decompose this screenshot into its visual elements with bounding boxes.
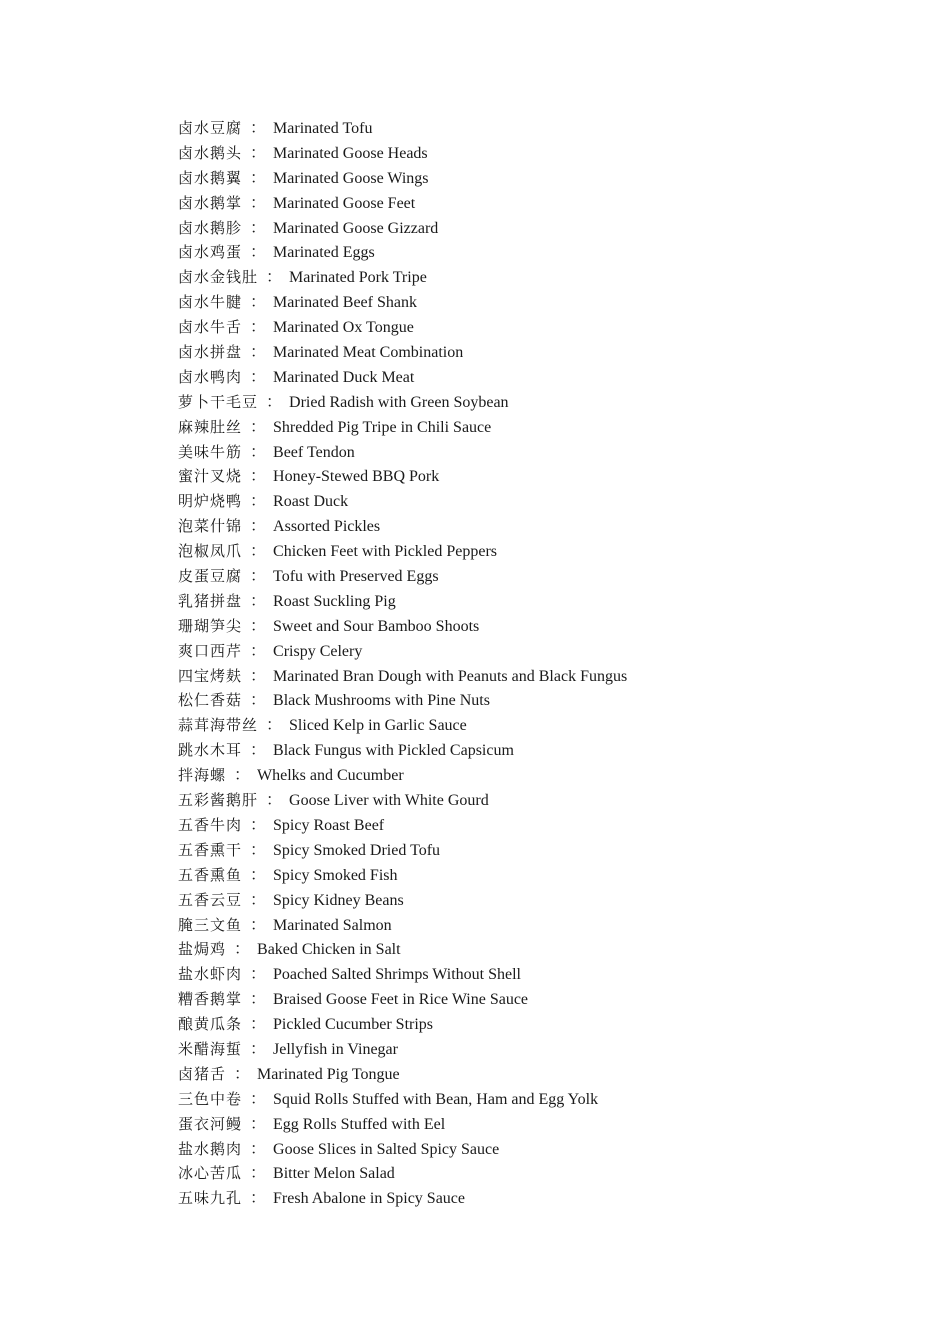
menu-item bbox=[178, 664, 627, 689]
menu-item bbox=[178, 240, 627, 265]
dish-name-chinese: 卤水豆腐 bbox=[178, 119, 243, 137]
menu-item bbox=[178, 688, 627, 713]
separator-colon: ： bbox=[250, 1140, 267, 1158]
dish-name-chinese: 五香熏干 bbox=[178, 840, 243, 859]
menu-item bbox=[178, 1186, 627, 1211]
dish-name-english: Marinated Pork Tripe bbox=[289, 269, 427, 287]
menu-item bbox=[178, 913, 627, 938]
separator-colon: ： bbox=[250, 219, 267, 237]
menu-list bbox=[178, 116, 627, 1211]
menu-item bbox=[178, 937, 627, 962]
menu-item bbox=[178, 290, 627, 315]
dish-name-chinese: 美味牛筋 bbox=[178, 442, 243, 461]
dish-name-english: Pickled Cucumber Strips bbox=[273, 1016, 434, 1034]
dish-name-english: Dried Radish with Green Soybean bbox=[289, 393, 509, 411]
dish-name-chinese: 皮蛋豆腐 bbox=[178, 567, 243, 586]
dish-name-chinese: 卤水鹅头 bbox=[178, 143, 243, 162]
menu-item bbox=[178, 390, 627, 415]
separator-colon: ： bbox=[250, 916, 267, 934]
separator-colon: ： bbox=[250, 1190, 267, 1208]
dish-name-chinese: 卤水牛舌 bbox=[178, 318, 243, 337]
dish-name-chinese: 五味九孔 bbox=[178, 1189, 243, 1208]
dish-name-english: Roast Suckling Pig bbox=[273, 592, 396, 610]
separator-colon: ： bbox=[250, 169, 267, 187]
separator-colon: ： bbox=[250, 642, 267, 660]
separator-colon: ： bbox=[266, 717, 283, 735]
menu-item bbox=[178, 788, 627, 813]
menu-item bbox=[178, 265, 627, 290]
dish-name-chinese: 五香熏鱼 bbox=[178, 865, 243, 884]
dish-name-chinese: 卤水鹅掌 bbox=[178, 193, 243, 212]
dish-name-chinese: 爽口西芹 bbox=[178, 641, 243, 660]
dish-name-english: Bitter Melon Salad bbox=[273, 1165, 395, 1183]
dish-name-english: Egg Rolls Stuffed with Eel bbox=[273, 1115, 446, 1133]
separator-colon: ： bbox=[234, 1065, 251, 1083]
separator-colon: ： bbox=[250, 319, 267, 337]
separator-colon: ： bbox=[250, 991, 267, 1009]
menu-item bbox=[178, 589, 627, 614]
menu-item bbox=[178, 191, 627, 216]
dish-name-english: Whelks and Cucumber bbox=[257, 767, 404, 785]
dish-name-chinese: 明炉烧鸭 bbox=[178, 492, 243, 511]
menu-item bbox=[178, 141, 627, 166]
separator-colon: ： bbox=[250, 418, 267, 436]
dish-name-chinese: 米醋海蜇 bbox=[178, 1039, 243, 1058]
separator-colon: ： bbox=[250, 344, 267, 362]
dish-name-english: Sliced Kelp in Garlic Sauce bbox=[289, 717, 467, 735]
dish-name-chinese: 酿黄瓜条 bbox=[178, 1015, 243, 1034]
dish-name-english: Marinated Pig Tongue bbox=[257, 1065, 400, 1083]
separator-colon: ： bbox=[250, 468, 267, 486]
dish-name-chinese: 拌海螺 bbox=[178, 766, 227, 785]
dish-name-english: Fresh Abalone in Spicy Sauce bbox=[273, 1190, 465, 1208]
menu-item bbox=[178, 315, 627, 340]
separator-colon: ： bbox=[250, 816, 267, 834]
separator-colon: ： bbox=[250, 194, 267, 212]
dish-name-chinese: 糟香鹅掌 bbox=[178, 990, 243, 1009]
dish-name-english: Braised Goose Feet in Rice Wine Sauce bbox=[273, 991, 529, 1009]
dish-name-english: Marinated Salmon bbox=[273, 916, 392, 934]
menu-item bbox=[178, 962, 627, 987]
separator-colon: ： bbox=[266, 269, 283, 287]
dish-name-english: Spicy Smoked Dried Tofu bbox=[273, 841, 441, 859]
dish-name-chinese: 跳水木耳 bbox=[178, 741, 243, 760]
dish-name-chinese: 卤水鸡蛋 bbox=[178, 243, 243, 262]
menu-item bbox=[178, 1037, 627, 1062]
menu-item bbox=[178, 639, 627, 664]
separator-colon: ： bbox=[250, 518, 267, 536]
dish-name-chinese: 卤猪舌 bbox=[178, 1064, 227, 1083]
dish-name-chinese: 泡椒凤爪 bbox=[178, 542, 243, 561]
separator-colon: ： bbox=[250, 841, 267, 859]
dish-name-chinese: 冰心苦瓜 bbox=[178, 1164, 243, 1183]
dish-name-english: Baked Chicken in Salt bbox=[257, 941, 401, 959]
dish-name-english: Chicken Feet with Pickled Peppers bbox=[273, 543, 497, 561]
menu-item bbox=[178, 1087, 627, 1112]
menu-item bbox=[178, 1062, 627, 1087]
menu-item bbox=[178, 738, 627, 763]
menu-item bbox=[178, 365, 627, 390]
separator-colon: ： bbox=[250, 1016, 267, 1034]
separator-colon: ： bbox=[250, 120, 267, 137]
separator-colon: ： bbox=[250, 493, 267, 511]
dish-name-english: Black Fungus with Pickled Capsicum bbox=[273, 742, 514, 760]
separator-colon: ： bbox=[250, 866, 267, 884]
separator-colon: ： bbox=[250, 891, 267, 909]
separator-colon: ： bbox=[250, 1115, 267, 1133]
menu-item bbox=[178, 888, 627, 913]
separator-colon: ： bbox=[250, 543, 267, 561]
dish-name-english: Marinated Goose Gizzard bbox=[273, 219, 439, 237]
dish-name-english: Jellyfish in Vinegar bbox=[273, 1040, 398, 1058]
dish-name-chinese: 卤水牛腱 bbox=[178, 293, 243, 312]
dish-name-english: Marinated Bran Dough with Peanuts and Black Fungus bbox=[273, 667, 628, 685]
menu-item bbox=[178, 216, 627, 241]
separator-colon: ： bbox=[250, 592, 267, 610]
dish-name-chinese: 盐焗鸡 bbox=[178, 940, 227, 959]
separator-colon: ： bbox=[250, 294, 267, 312]
dish-name-english: Marinated Tofu bbox=[273, 120, 373, 137]
dish-name-chinese: 泡菜什锦 bbox=[178, 517, 243, 536]
menu-item bbox=[178, 813, 627, 838]
dish-name-chinese: 卤水鹅翼 bbox=[178, 168, 243, 187]
dish-name-chinese: 蜜汁叉烧 bbox=[178, 467, 243, 486]
menu-item bbox=[178, 415, 627, 440]
dish-name-english: Tofu with Preserved Eggs bbox=[273, 568, 439, 586]
dish-name-english: Poached Salted Shrimps Without Shell bbox=[273, 966, 521, 984]
menu-item bbox=[178, 1112, 627, 1137]
separator-colon: ： bbox=[250, 368, 267, 386]
dish-name-chinese: 蒜茸海带丝 bbox=[178, 716, 259, 735]
dish-name-chinese: 三色中卷 bbox=[178, 1089, 243, 1108]
separator-colon: ： bbox=[250, 667, 267, 685]
dish-name-english: Beef Tendon bbox=[273, 443, 355, 461]
dish-name-english: Assorted Pickles bbox=[273, 518, 381, 536]
menu-item bbox=[178, 1137, 627, 1162]
dish-name-chinese: 盐水鹅肉 bbox=[178, 1139, 243, 1158]
menu-item bbox=[178, 564, 627, 589]
dish-name-english: Spicy Roast Beef bbox=[273, 816, 385, 834]
dish-name-chinese: 珊瑚笋尖 bbox=[178, 616, 243, 635]
dish-name-chinese: 卤水鹅胗 bbox=[178, 218, 243, 237]
menu-item bbox=[178, 166, 627, 191]
separator-colon: ： bbox=[250, 1090, 267, 1108]
dish-name-chinese: 蛋衣河鳗 bbox=[178, 1114, 243, 1133]
menu-item bbox=[178, 1161, 627, 1186]
menu-item bbox=[178, 539, 627, 564]
separator-colon: ： bbox=[250, 568, 267, 586]
menu-item bbox=[178, 987, 627, 1012]
dish-name-chinese: 乳猪拼盘 bbox=[178, 591, 243, 610]
dish-name-english: Squid Rolls Stuffed with Bean, Ham and Egg Yolk bbox=[273, 1090, 599, 1108]
dish-name-english: Spicy Smoked Fish bbox=[273, 866, 398, 884]
dish-name-english: Sweet and Sour Bamboo Shoots bbox=[273, 617, 480, 635]
menu-item bbox=[178, 116, 627, 141]
separator-colon: ： bbox=[234, 767, 251, 785]
dish-name-english: Roast Duck bbox=[273, 493, 349, 511]
dish-name-chinese: 盐水虾肉 bbox=[178, 965, 243, 984]
menu-item bbox=[178, 863, 627, 888]
dish-name-english: Marinated Goose Feet bbox=[273, 194, 416, 212]
separator-colon: ： bbox=[266, 393, 283, 411]
dish-name-chinese: 卤水金钱肚 bbox=[178, 268, 259, 287]
dish-name-chinese: 腌三文鱼 bbox=[178, 915, 243, 934]
dish-name-english: Marinated Meat Combination bbox=[273, 344, 464, 362]
separator-colon: ： bbox=[250, 617, 267, 635]
menu-item bbox=[178, 489, 627, 514]
dish-name-english: Marinated Eggs bbox=[273, 244, 375, 262]
dish-name-chinese: 萝卜干毛豆 bbox=[178, 392, 259, 411]
dish-name-english: Honey-Stewed BBQ Pork bbox=[273, 468, 440, 486]
menu-item bbox=[178, 1012, 627, 1037]
dish-name-english: Shredded Pig Tripe in Chili Sauce bbox=[273, 418, 492, 436]
separator-colon: ： bbox=[234, 941, 251, 959]
dish-name-english: Spicy Kidney Beans bbox=[273, 891, 404, 909]
separator-colon: ： bbox=[250, 144, 267, 162]
separator-colon: ： bbox=[250, 244, 267, 262]
dish-name-chinese: 松仁香菇 bbox=[178, 691, 243, 710]
separator-colon: ： bbox=[266, 792, 283, 810]
dish-name-english: Marinated Goose Wings bbox=[273, 169, 429, 187]
menu-item bbox=[178, 713, 627, 738]
dish-name-chinese: 四宝烤麸 bbox=[178, 666, 243, 685]
menu-item bbox=[178, 614, 627, 639]
dish-name-chinese: 五彩酱鹅肝 bbox=[178, 791, 259, 810]
separator-colon: ： bbox=[250, 443, 267, 461]
menu-item bbox=[178, 838, 627, 863]
separator-colon: ： bbox=[250, 1165, 267, 1183]
dish-name-chinese: 五香牛肉 bbox=[178, 815, 243, 834]
separator-colon: ： bbox=[250, 742, 267, 760]
dish-name-english: Marinated Duck Meat bbox=[273, 368, 415, 386]
dish-name-chinese: 麻辣肚丝 bbox=[178, 417, 243, 436]
dish-name-english: Goose Slices in Salted Spicy Sauce bbox=[273, 1140, 500, 1158]
dish-name-chinese: 卤水拼盘 bbox=[178, 343, 243, 362]
dish-name-chinese: 五香云豆 bbox=[178, 890, 243, 909]
menu-item bbox=[178, 340, 627, 365]
dish-name-english: Goose Liver with White Gourd bbox=[289, 792, 489, 810]
separator-colon: ： bbox=[250, 692, 267, 710]
dish-name-english: Black Mushrooms with Pine Nuts bbox=[273, 692, 490, 710]
dish-name-chinese: 卤水鸭肉 bbox=[178, 367, 243, 386]
dish-name-english: Crispy Celery bbox=[273, 642, 363, 660]
menu-item bbox=[178, 514, 627, 539]
dish-name-english: Marinated Beef Shank bbox=[273, 294, 417, 312]
menu-item bbox=[178, 464, 627, 489]
separator-colon: ： bbox=[250, 966, 267, 984]
menu-item bbox=[178, 440, 627, 465]
dish-name-english: Marinated Goose Heads bbox=[273, 144, 428, 162]
dish-name-english: Marinated Ox Tongue bbox=[273, 319, 414, 337]
separator-colon: ： bbox=[250, 1040, 267, 1058]
menu-item bbox=[178, 763, 627, 788]
